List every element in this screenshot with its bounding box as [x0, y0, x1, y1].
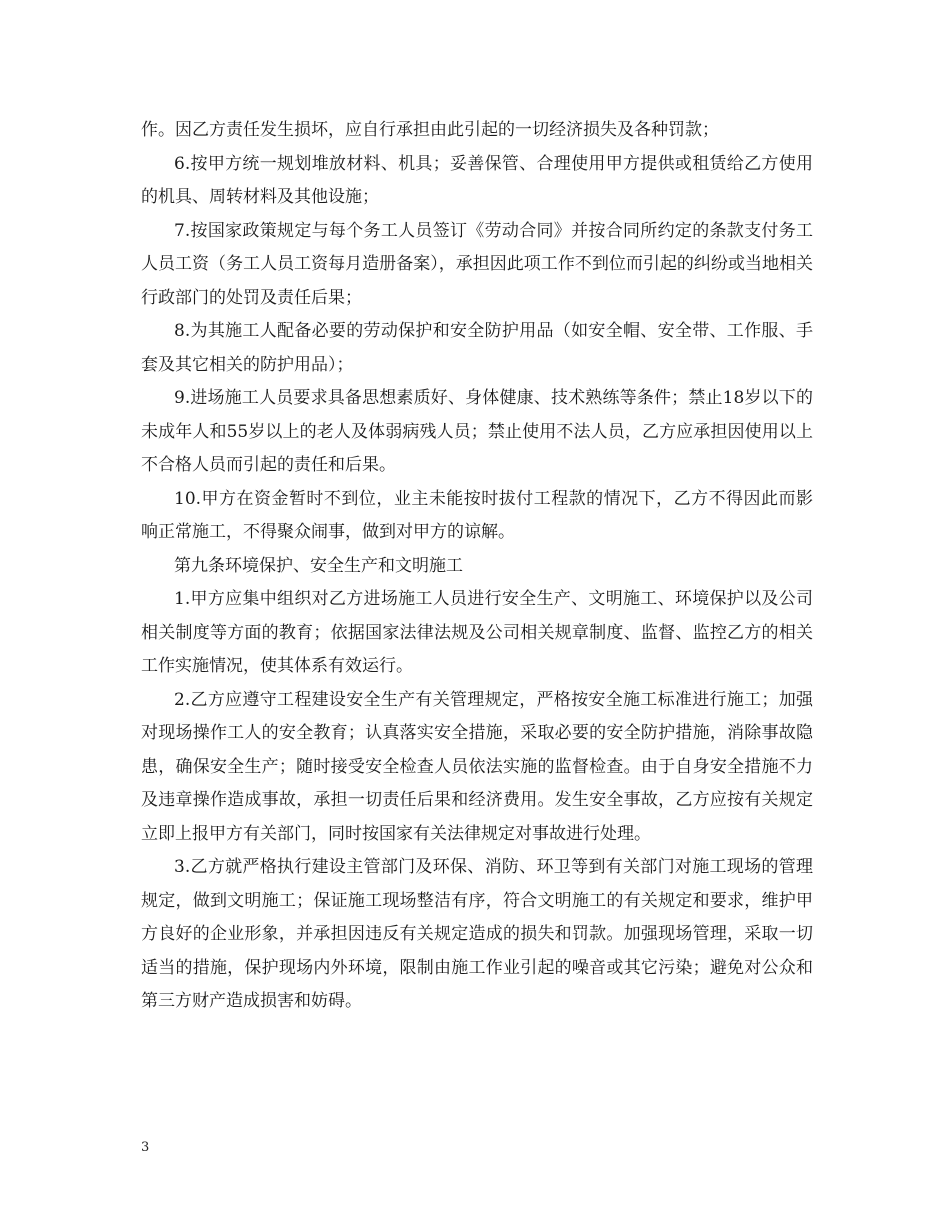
paragraph-item-8: 8.为其施工人配备必要的劳动保护和安全防护用品（如安全帽、安全带、工作服、手套及其它相关的防护用品）； [141, 321, 813, 375]
paragraph-article-9-item-3: 3.乙方就严格执行建设主管部门及环保、消防、环卫等到有关部门对施工现场的管理规定，做到文明施工；保证施工现场整洁有序，符合文明施工的有关规定和要求，维护甲方良好的企业形象，并承担因违反有关规定造成的损失和罚款。加强现场管理，采取一切适当的措施，保护现场内外环境，限制由施工作业引起的噪音或其它污染；避免对公众和第三方财产造成损害和妨碍。 [141, 857, 813, 1011]
paragraph-item-9: 9.进场施工人员要求具备思想素质好、身体健康、技术熟练等条件；禁止18岁以下的未成年人和55岁以上的老人及体弱病残人员；禁止使用不法人员，乙方应承担因使用以上不合格人员而引起的责任和后果。 [141, 388, 813, 475]
section-heading-article-9: 第九条环境保护、安全生产和文明施工 [174, 555, 463, 576]
paragraph-article-9-item-2: 2.乙方应遵守工程建设安全生产有关管理规定，严格按安全施工标准进行施工；加强对现场操作工人的安全教育；认真落实安全措施，采取必要的安全防护措施，消除事故隐患，确保安全生产；随时接受安全检查人员依法实施的监督检查。由于自身安全措施不力及违章操作造成事故，承担一切责任后果和经济费用。发生安全事故，乙方应按有关规定立即上报甲方有关部门，同时按国家有关法律规定对事故进行处理。 [141, 689, 813, 844]
paragraph-continuation: 作。因乙方责任发生损坏，应自行承担由此引起的一切经济损失及各种罚款； [141, 120, 719, 140]
page-number: 3 [141, 1140, 150, 1155]
document-body [141, 114, 813, 1019]
paragraph-item-6: 6.按甲方统一规划堆放材料、机具；妥善保管、合理使用甲方提供或租赁给乙方使用的机具、周转材料及其他设施； [141, 153, 813, 207]
paragraph-article-9-item-1: 1.甲方应集中组织对乙方进场施工人员进行安全生产、文明施工、环境保护以及公司相关制度等方面的教育；依据国家法律法规及公司相关规章制度、监督、监控乙方的相关工作实施情况，使其体系有效运行。 [141, 589, 813, 676]
paragraph-item-10: 10.甲方在资金暂时不到位，业主未能按时拔付工程款的情况下，乙方不得因此而影响正常施工，不得聚众闹事，做到对甲方的谅解。 [141, 488, 813, 542]
paragraph-item-7: 7.按国家政策规定与每个务工人员签订《劳动合同》并按合同所约定的条款支付务工人员工资（务工人员工资每月造册备案），承担因此项工作不到位而引起的纠纷或当地相关行政部门的处罚及责任后果； [141, 220, 813, 308]
